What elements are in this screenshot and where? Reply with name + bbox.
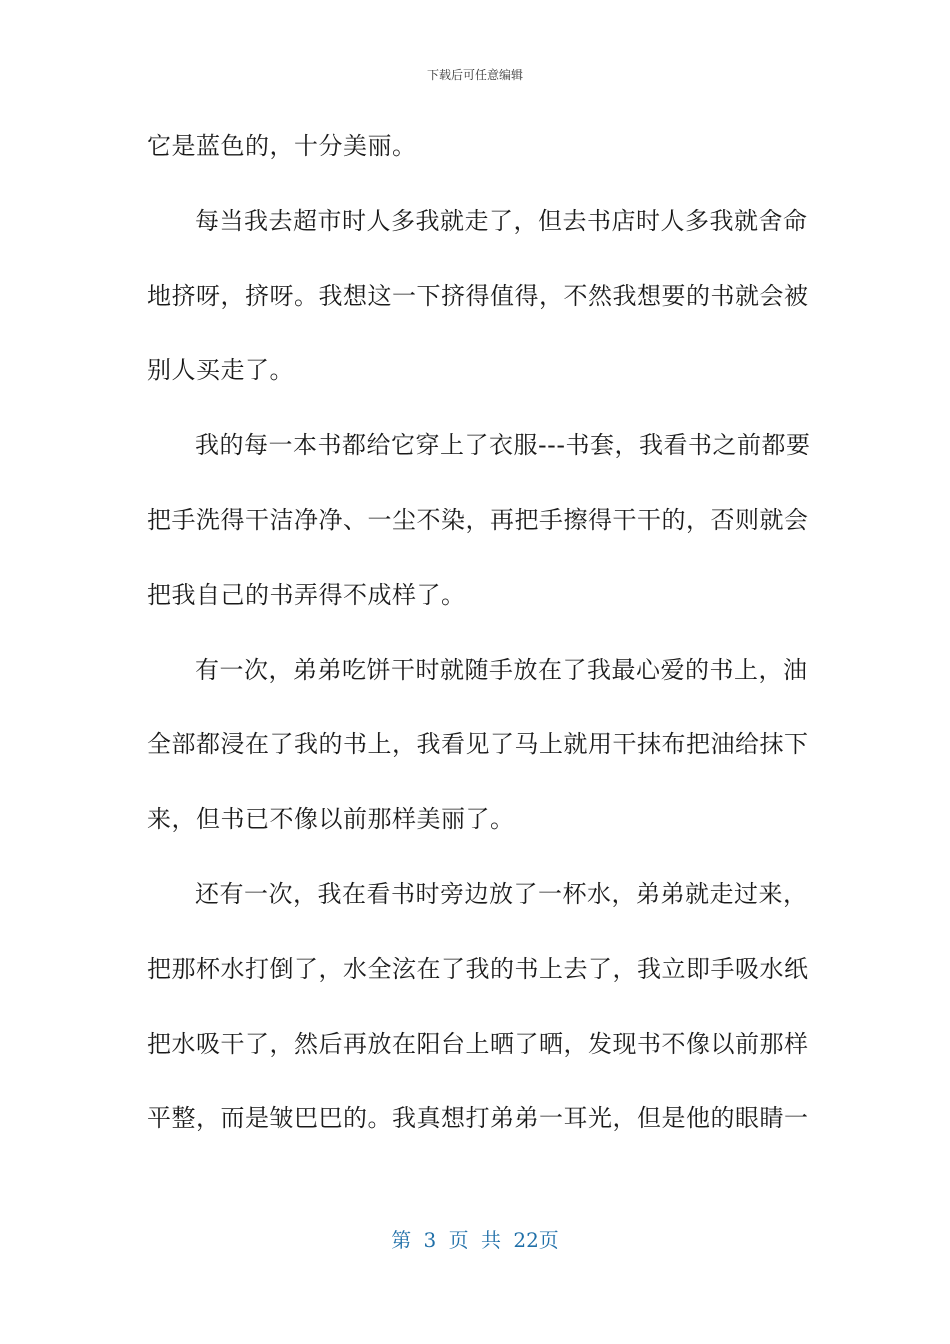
text-line: 它是蓝色的，十分美丽。 bbox=[147, 132, 417, 160]
text-line: 别人买走了。 bbox=[147, 356, 294, 385]
text-line: 把手洗得干洁净净、一尘不染，再把手擦得干干的，否则就会 bbox=[147, 505, 809, 534]
page-header: 下载后可任意编辑 bbox=[426, 68, 523, 82]
text-line: 我的每一本书都给它穿上了衣服---书套，我看书之前都要 bbox=[195, 431, 811, 460]
text-line: 还有一次，我在看书时旁边放了一杯水，弟弟就走过来， bbox=[195, 879, 808, 908]
text-line: 来，但书已不像以前那样美丽了。 bbox=[147, 805, 515, 834]
page-footer: 第 3 页 共 22页 bbox=[391, 1228, 559, 1252]
text-line: 把那杯水打倒了，水全泫在了我的书上去了，我立即手吸水纸 bbox=[147, 954, 809, 983]
document-body bbox=[147, 128, 811, 1175]
text-line: 把水吸干了，然后再放在阳台上晒了晒，发现书不像以前那样 bbox=[147, 1029, 809, 1058]
text-line: 全部都浸在了我的书上，我看见了马上就用干抹布把油给抹下 bbox=[147, 730, 809, 759]
text-line: 地挤呀，挤呀。我想这一下挤得值得，不然我想要的书就会被 bbox=[147, 281, 809, 310]
text-line: 平整，而是皱巴巴的。我真想打弟弟一耳光，但是他的眼睛一 bbox=[147, 1104, 809, 1133]
text-line: 把我自己的书弄得不成样了。 bbox=[147, 580, 466, 609]
text-line: 有一次，弟弟吃饼干时就随手放在了我最心爱的书上，油 bbox=[195, 655, 808, 684]
text-line: 每当我去超市时人多我就走了，但去书店时人多我就舍命 bbox=[195, 206, 808, 235]
